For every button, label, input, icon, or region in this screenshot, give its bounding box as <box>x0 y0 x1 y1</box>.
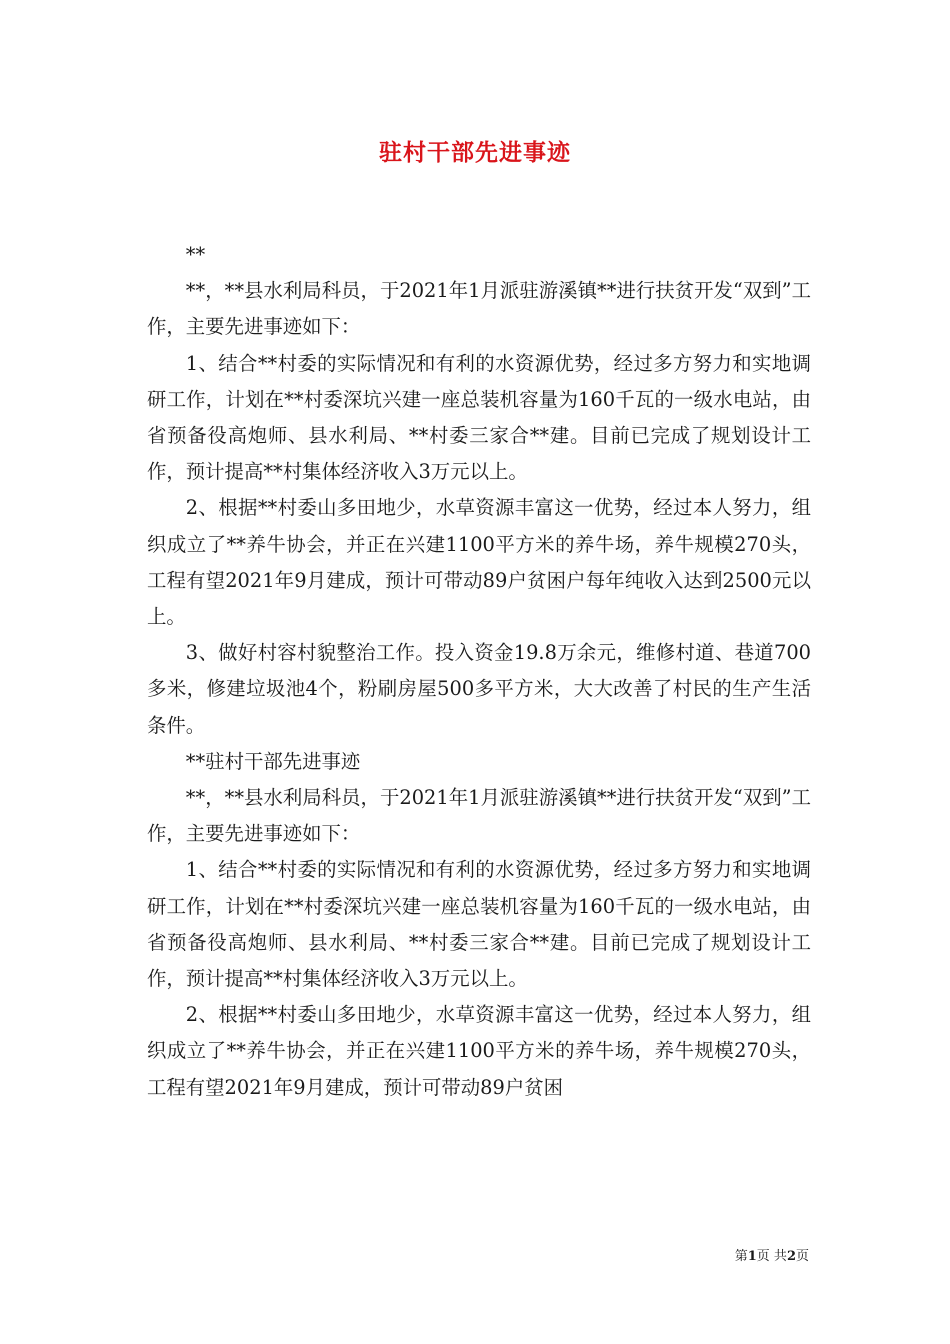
footer-suffix: 页 <box>795 1249 809 1264</box>
paragraph-intro-repeat: **，**县水利局科员，于2021年1月派驻游溪镇**进行扶贫开发“双到”工作，主要先进事迹如下： <box>147 786 811 846</box>
paragraph-intro: **，**县水利局科员，于2021年1月派驻游溪镇**进行扶贫开发“双到”工作，主要先进事迹如下： <box>147 279 811 339</box>
document-body <box>147 237 811 1106</box>
footer-total-pages: 2 <box>786 1249 796 1264</box>
paragraph-item-1: 1、结合**村委的实际情况和有利的水资源优势，经过多方努力和实地调研工作，计划在**村委深坑兴建一座总装机容量为160千瓦的一级水电站，由省预备役高炮师、县水利局、**村委三家合**建。目前已完成了规划设计工作，预计提高**村集体经济收入3万元以上。 <box>147 351 811 484</box>
document-title: 驻村干部先进事迹 <box>379 139 571 166</box>
paragraph-item-2: 2、根据**村委山多田地少，水草资源丰富这一优势，经过本人努力，组织成立了**养牛协会，并正在兴建1100平方米的养牛场，养牛规模270头，工程有望2021年9月建成，预计可带动89户贫困户每年纯收入达到2500元以上。 <box>147 496 811 629</box>
paragraph-item-3: 3、做好村容村貌整治工作。投入资金19.8万余元，维修村道、巷道700多米，修建垃圾池4个，粉刷房屋500多平方米，大大改善了村民的生产生活条件。 <box>147 641 811 737</box>
paragraph-item-1-repeat: 1、结合**村委的实际情况和有利的水资源优势，经过多方努力和实地调研工作，计划在**村委深坑兴建一座总装机容量为160千瓦的一级水电站，由省预备役高炮师、县水利局、**村委三家合**建。目前已完成了规划设计工作，预计提高**村集体经济收入3万元以上。 <box>147 858 811 991</box>
page-footer <box>735 1245 809 1264</box>
paragraph-author: ** <box>185 243 206 266</box>
footer-middle: 页 共 <box>756 1249 787 1264</box>
footer-current-page: 1 <box>747 1249 757 1264</box>
paragraph-subtitle: **驻村干部先进事迹 <box>185 749 361 773</box>
paragraph-item-2-repeat: 2、根据**村委山多田地少，水草资源丰富这一优势，经过本人努力，组织成立了**养牛协会，并正在兴建1100平方米的养牛场，养牛规模270头，工程有望2021年9月建成，预计可带动89户贫困 <box>147 1003 811 1099</box>
footer-prefix: 第 <box>734 1249 748 1264</box>
